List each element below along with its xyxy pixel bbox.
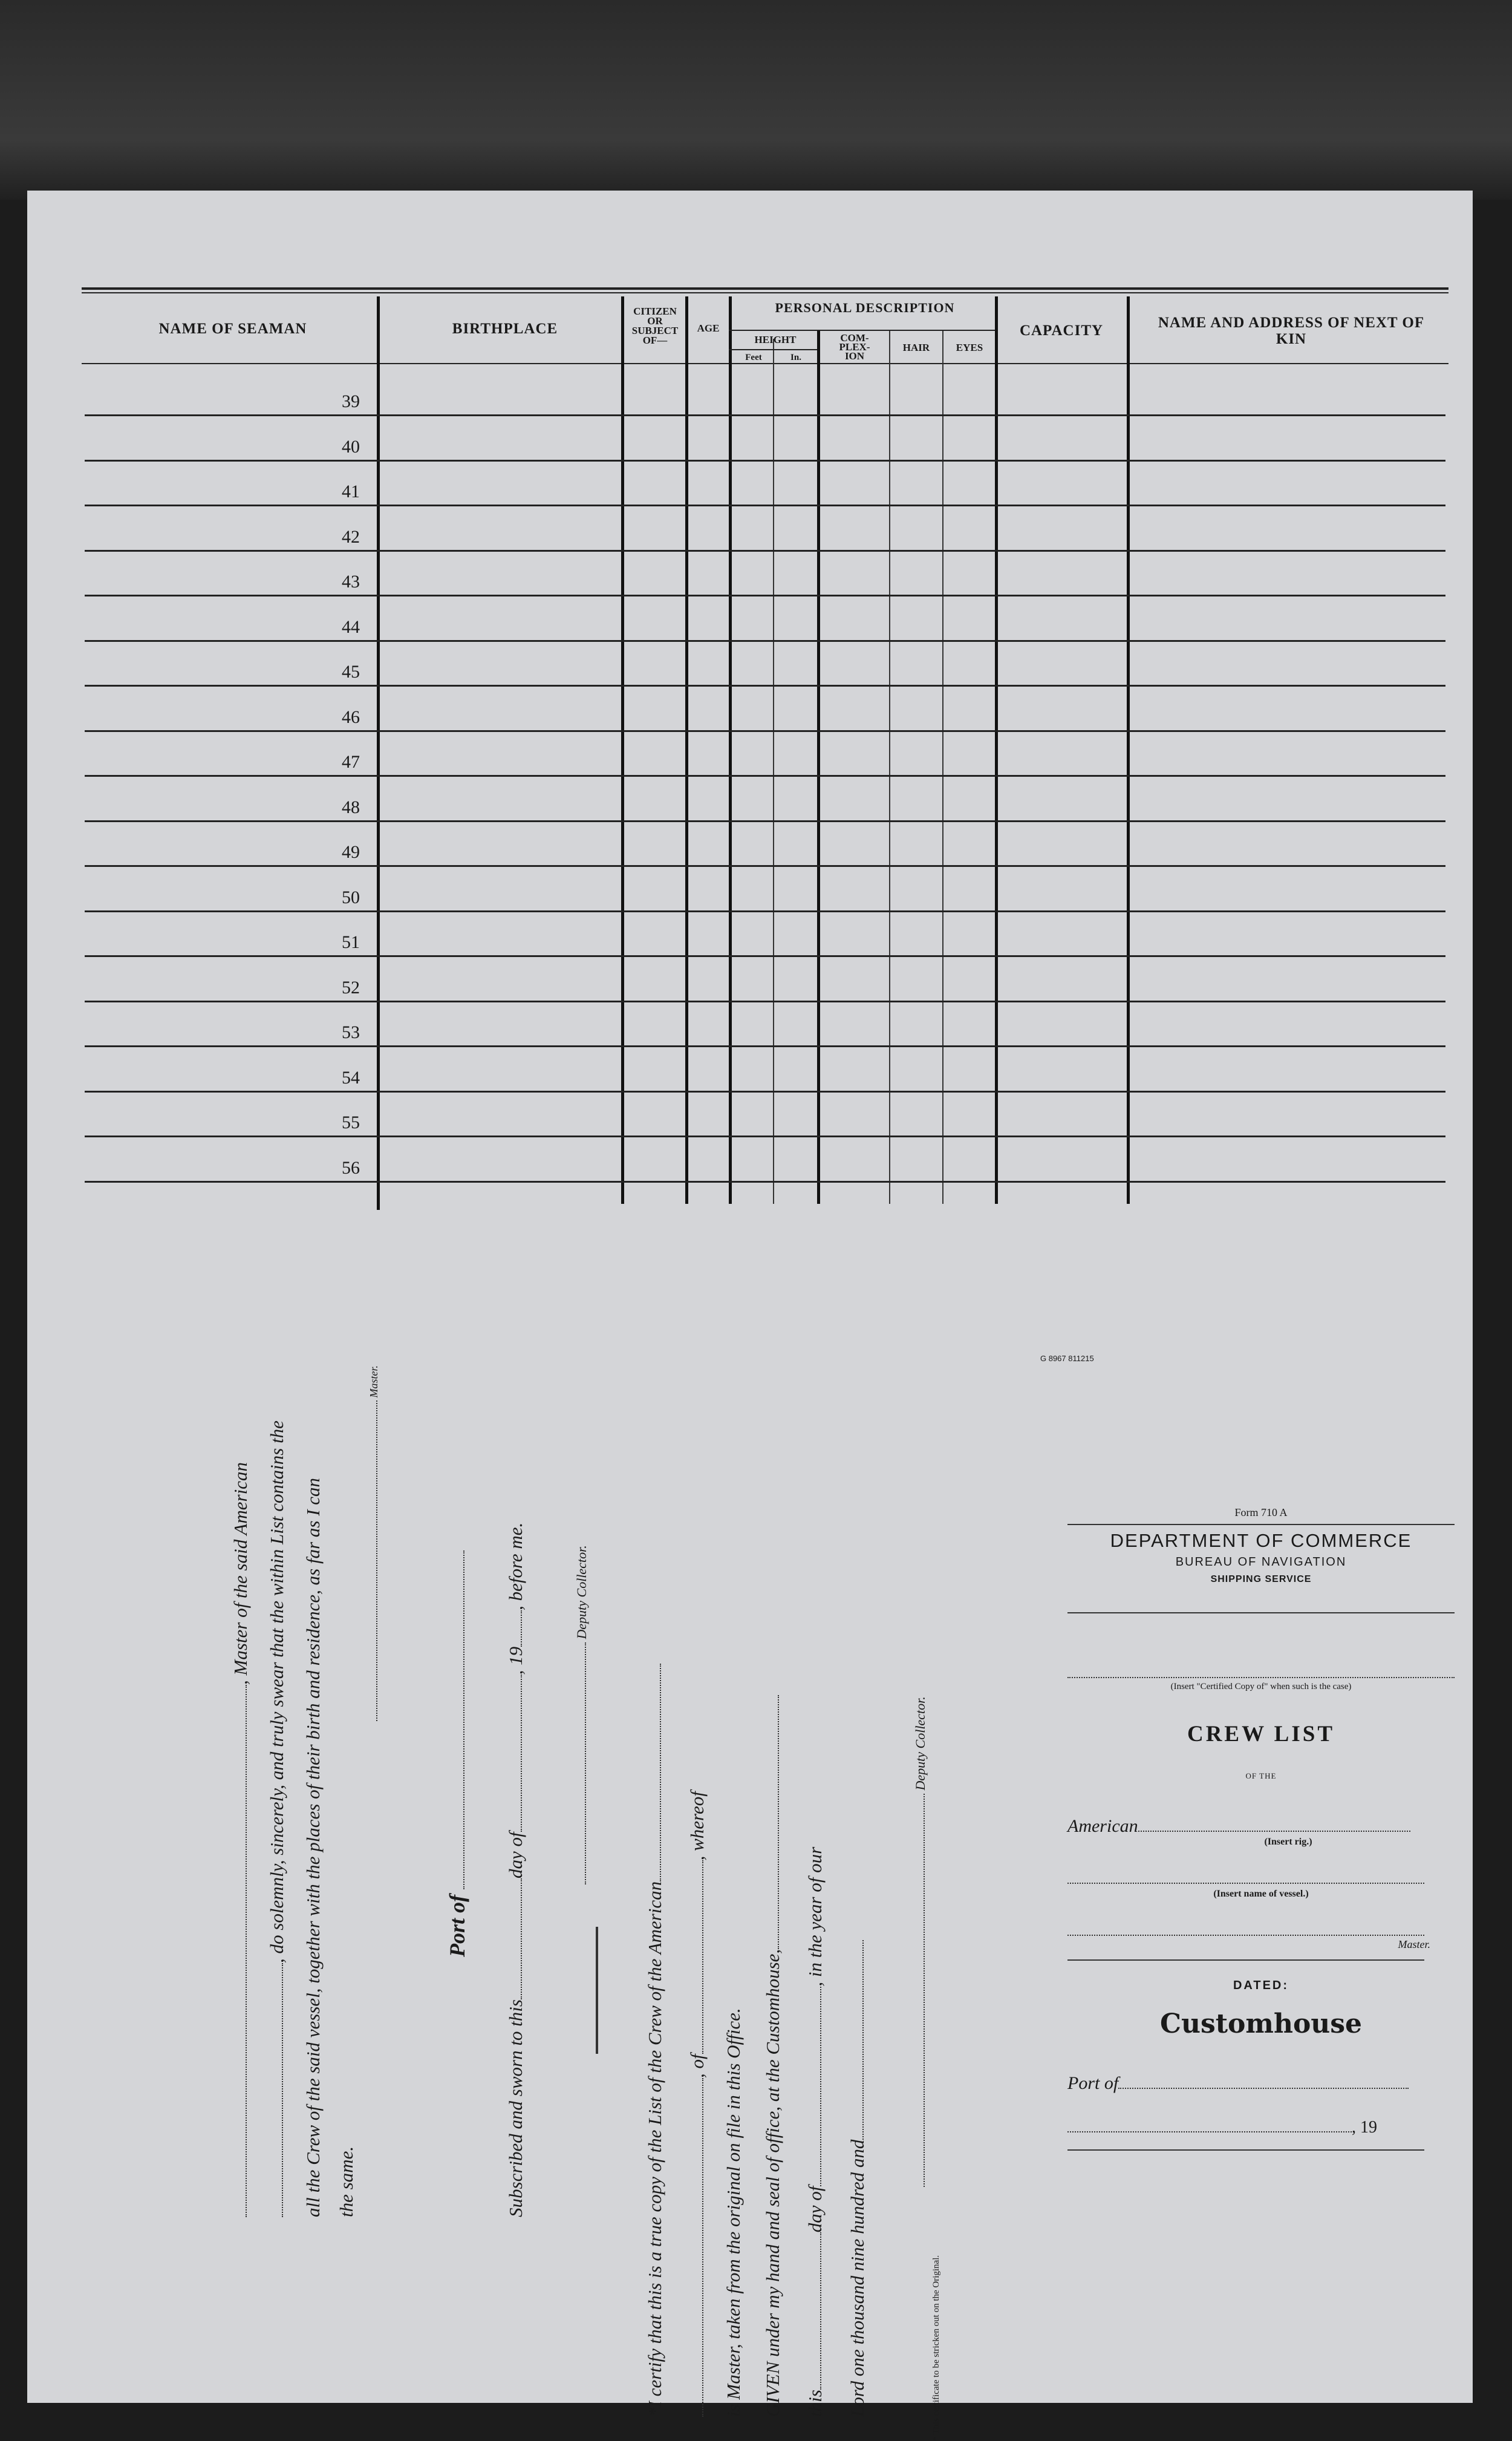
oath-line-3: all the Crew of the said vessel, together with the places of their birth and residence, as far as I can bbox=[302, 1477, 324, 2217]
row-number: 43 bbox=[342, 572, 360, 592]
table-row-line bbox=[85, 550, 1445, 552]
row-number: 39 bbox=[342, 391, 360, 411]
col-divider-feet bbox=[773, 339, 774, 1204]
header-personal-description: PERSONAL DESCRIPTION bbox=[775, 300, 955, 315]
print-code: G 8967 811215 bbox=[1040, 1354, 1094, 1363]
crew-list-page bbox=[27, 191, 1473, 2441]
table-row-line bbox=[85, 1091, 1445, 1093]
row-number: 52 bbox=[342, 977, 360, 998]
header-eyes: EYES bbox=[956, 342, 983, 353]
header-capacity: CAPACITY bbox=[1019, 322, 1104, 339]
certificate-line-2: , of, whereof bbox=[686, 1267, 708, 2417]
oath-line-1: , Master of the said American bbox=[230, 1068, 252, 2217]
height-sub-rule bbox=[729, 349, 817, 350]
bureau: BUREAU OF NAVIGATION bbox=[1175, 1555, 1347, 1569]
table-row-line bbox=[85, 865, 1445, 867]
header-citizen: CITIZEN OR SUBJECT OF— bbox=[631, 306, 679, 346]
table-row-line bbox=[85, 460, 1445, 462]
row-number: 47 bbox=[342, 752, 360, 772]
table-row-line bbox=[85, 1045, 1445, 1047]
table-row-line bbox=[85, 414, 1445, 416]
oath-subscribed: Subscribed and sworn to thisday of, 19, before me. bbox=[505, 1522, 526, 2217]
department: DEPARTMENT OF COMMERCE bbox=[1110, 1530, 1412, 1551]
table-row-line bbox=[85, 685, 1445, 687]
row-number: 56 bbox=[342, 1157, 360, 1178]
col-divider-age bbox=[729, 296, 732, 1204]
header-complexion: COM- PLEX- ION bbox=[839, 332, 870, 362]
insert-rig: (Insert rig.) bbox=[1264, 1837, 1312, 1847]
table-row-line bbox=[85, 595, 1445, 596]
col-divider-eyes bbox=[995, 296, 998, 1204]
header-name-of-seaman: NAME OF SEAMAN bbox=[158, 321, 307, 337]
certificate-line-1: *I certify that this is a true copy of the List of the Crew of the American bbox=[644, 1267, 666, 2417]
header-birthplace: BIRTHPLACE bbox=[452, 321, 558, 337]
table-top-rule-2 bbox=[82, 292, 1448, 293]
table-row-line bbox=[85, 1136, 1445, 1137]
oath-line-4: the same. bbox=[336, 2146, 357, 2217]
certificate-line-5: thisday of, in the year of our bbox=[804, 1846, 826, 2417]
col-divider-capacity bbox=[1127, 296, 1130, 1204]
row-number: 50 bbox=[342, 887, 360, 907]
header-feet: Feet bbox=[745, 353, 762, 362]
cover-master: Master. bbox=[1398, 1938, 1430, 1950]
oath-line-2: , do solemnly, sincerely, and truly swear that the within List contains the bbox=[266, 1068, 288, 2217]
table-row-line bbox=[85, 730, 1445, 732]
certificate-line-4: GIVEN under my hand and seal of office, at the Customhouse, bbox=[762, 1267, 784, 2417]
certificate-line-6: Lord one thousand nine hundred and bbox=[847, 1267, 868, 2417]
section-divider bbox=[596, 1927, 598, 2054]
form-number: Form 710 A bbox=[1234, 1506, 1288, 1518]
table-row-line bbox=[85, 775, 1445, 777]
oath-deputy-collector: Deputy Collector. bbox=[572, 735, 590, 1884]
scan-dark-border bbox=[0, 0, 1512, 200]
of-the: OF THE bbox=[1245, 1771, 1277, 1780]
row-number: 44 bbox=[342, 616, 360, 637]
row-number: 40 bbox=[342, 436, 360, 457]
cover-panel bbox=[1067, 1506, 1455, 2151]
cover-port-of: Port of bbox=[1067, 2073, 1455, 2094]
table-row-line bbox=[85, 955, 1445, 957]
insert-note: (Insert "Certified Copy of" when such is the case) bbox=[1170, 1682, 1352, 1691]
row-number: 49 bbox=[342, 842, 360, 862]
row-number: 53 bbox=[342, 1022, 360, 1042]
insert-vessel: (Insert name of vessel.) bbox=[1213, 1889, 1309, 1899]
customhouse: Customhouse bbox=[1159, 2008, 1363, 2039]
dated-label: DATED: bbox=[1233, 1979, 1289, 1992]
row-number: 54 bbox=[342, 1067, 360, 1088]
certificate-footnote: * This certificate to be stricken out on the Original. bbox=[931, 2255, 941, 2441]
table-row-line bbox=[85, 505, 1445, 506]
row-number: 42 bbox=[342, 526, 360, 547]
header-hair: HAIR bbox=[902, 342, 930, 353]
col-divider-citizen bbox=[685, 296, 688, 1204]
cover-date-line: , 19 bbox=[1067, 2118, 1455, 2137]
personal-desc-rule bbox=[729, 330, 995, 331]
row-number: 41 bbox=[342, 482, 360, 502]
table-row-line bbox=[85, 910, 1445, 912]
table-row-line bbox=[85, 640, 1445, 642]
table-top-rule bbox=[82, 287, 1448, 290]
row-number: 48 bbox=[342, 797, 360, 817]
row-number: 51 bbox=[342, 932, 360, 952]
oath-port-of: Port of bbox=[445, 808, 470, 1957]
certificate-deputy-collector: Deputy Collector. bbox=[910, 1038, 928, 2187]
header-next-of-kin: NAME AND ADDRESS OF NEXT OF KIN bbox=[1158, 315, 1425, 347]
oath-master: Master. bbox=[363, 572, 380, 1721]
service: SHIPPING SERVICE bbox=[1210, 1574, 1312, 1584]
header-inches: In. bbox=[790, 353, 801, 362]
crew-list-title: CREW LIST bbox=[1187, 1722, 1335, 1747]
row-number: 45 bbox=[342, 662, 360, 682]
certificate-line-3: is Master, taken from the original on file in this Office. bbox=[723, 2008, 744, 2417]
table-row-line bbox=[85, 820, 1445, 822]
header-bottom-rule bbox=[82, 363, 1448, 364]
american-line: American bbox=[1067, 1816, 1455, 1837]
header-height: HEIGHT bbox=[754, 334, 797, 345]
row-number: 55 bbox=[342, 1113, 360, 1132]
table-row-line bbox=[85, 1181, 1445, 1183]
row-number: 46 bbox=[342, 707, 360, 727]
col-divider-birthplace bbox=[621, 296, 624, 1204]
table-row-line bbox=[85, 1001, 1445, 1002]
header-age: AGE bbox=[697, 322, 720, 334]
